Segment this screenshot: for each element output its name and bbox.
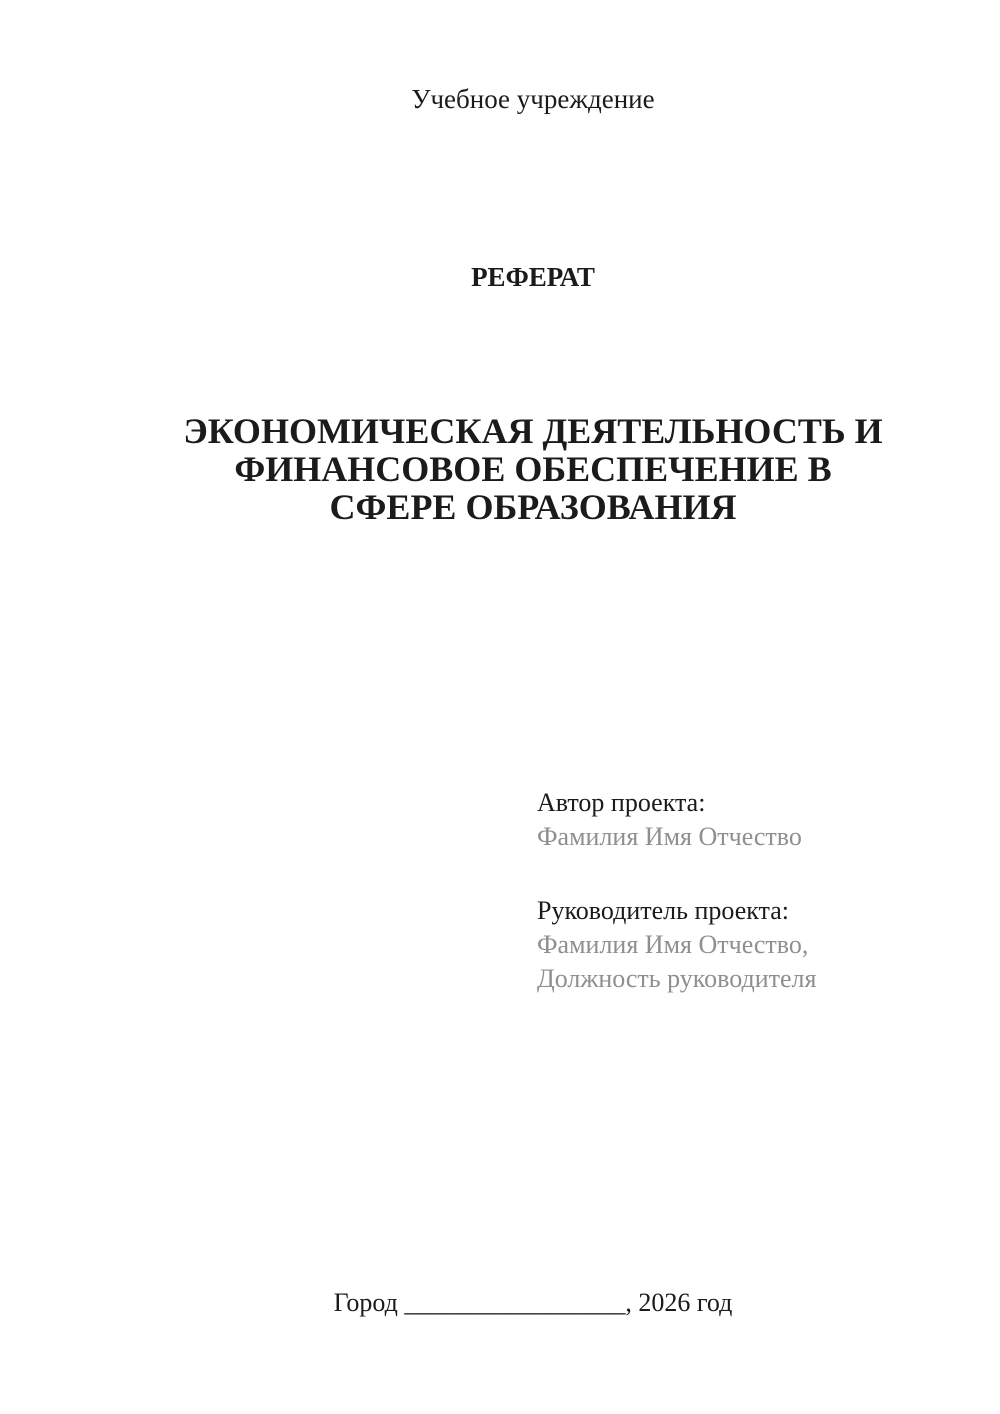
institution-name: Учебное учреждение — [411, 84, 655, 114]
document-title-line-2: ФИНАНСОВОЕ ОБЕСПЕЧЕНИЕ В — [234, 449, 832, 489]
supervisor-label: Руководитель проекта: — [537, 896, 790, 925]
document-title-line-1: ЭКОНОМИЧЕСКАЯ ДЕЯТЕЛЬНОСТЬ И — [183, 411, 883, 451]
document-type-heading: РЕФЕРАТ — [471, 262, 595, 292]
supervisor-position-placeholder: Должность руководителя — [537, 964, 817, 993]
author-label: Автор проекта: — [537, 788, 706, 817]
document-title — [66, 412, 1000, 526]
document-title-line-3: СФЕРЕ ОБРАЗОВАНИЯ — [329, 487, 737, 527]
author-name-placeholder: Фамилия Имя Отчество — [537, 822, 802, 851]
credits-block — [537, 786, 957, 996]
supervisor-name-placeholder: Фамилия Имя Отчество, — [537, 930, 809, 959]
credits-spacer — [537, 854, 957, 894]
footer-city-year: Город _________________, 2026 год — [333, 1288, 733, 1317]
